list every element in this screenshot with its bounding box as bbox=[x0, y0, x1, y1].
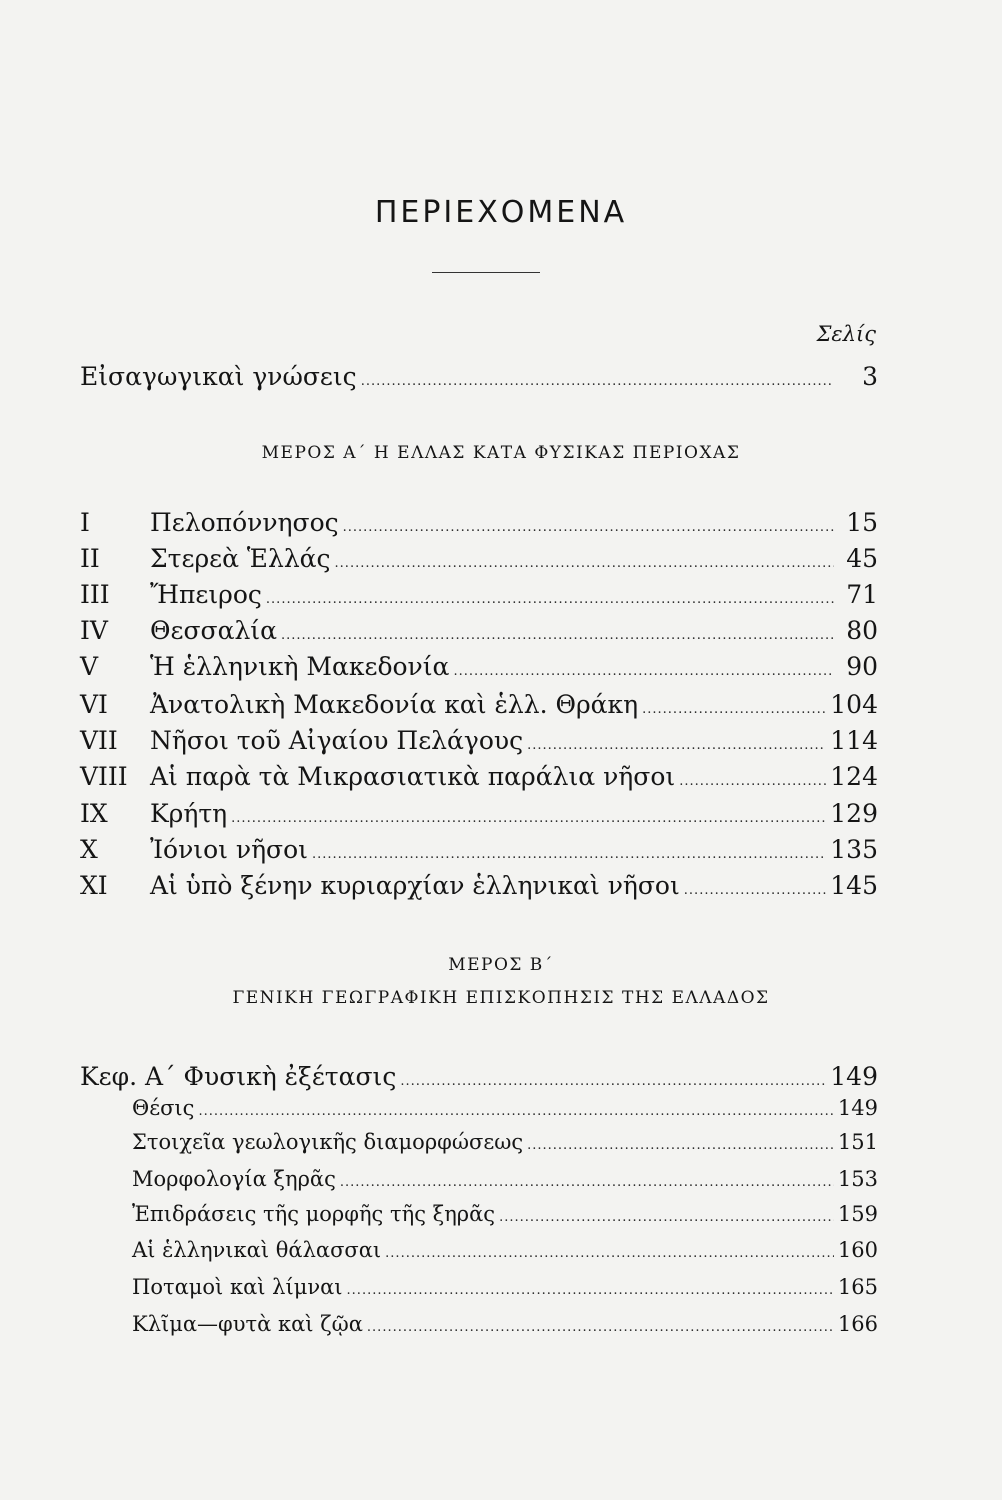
section-row bbox=[132, 1167, 878, 1191]
chapter-label: Ἀνατολικὴ Μακεδονία καὶ ἑλλ. Θράκη bbox=[150, 690, 639, 719]
chapter-label: Ἤπειρος bbox=[150, 580, 262, 609]
section-row bbox=[132, 1202, 878, 1226]
leader-dots bbox=[367, 1320, 834, 1335]
chapter-number: VI bbox=[80, 690, 108, 719]
leader-dots bbox=[527, 738, 826, 753]
chapter-number: X bbox=[80, 835, 98, 864]
chapter-page: 135 bbox=[830, 835, 878, 864]
chapter-row bbox=[80, 580, 878, 609]
chapter-number: VIII bbox=[80, 762, 128, 791]
leader-dots bbox=[361, 374, 834, 389]
part-b-subtitle: ΓΕΝΙΚΗ ΓΕΩΓΡΑΦΙΚΗ ΕΠΙΣΚΟΠΗΣΙΣ ΤΗΣ ΕΛΛΑΔΟΣ bbox=[232, 988, 770, 1008]
section-page: 149 bbox=[837, 1096, 878, 1120]
section-label: Ἐπιδράσεις τῆς μορφῆς τῆς ξηρᾶς bbox=[132, 1202, 496, 1226]
section-label: Κλῖμα—φυτὰ καὶ ζῷα bbox=[132, 1312, 363, 1336]
leader-dots bbox=[679, 774, 826, 789]
chapter-page: 90 bbox=[846, 652, 878, 681]
section-row bbox=[132, 1130, 878, 1154]
section-label: Αἱ ἑλληνικαὶ θάλασσαι bbox=[132, 1238, 382, 1262]
section-label: Ποταμοὶ καὶ λίμναι bbox=[132, 1275, 343, 1299]
chapter-number: IV bbox=[80, 616, 108, 645]
section-label: Μορφολογία ξηρᾶς bbox=[132, 1167, 336, 1191]
leader-dots bbox=[400, 1074, 826, 1089]
chapter-label: Κεφ. Α΄ Φυσικὴ ἐξέτασις bbox=[80, 1062, 397, 1091]
chapter-row bbox=[80, 690, 878, 719]
section-page: 165 bbox=[837, 1275, 878, 1299]
leader-dots bbox=[684, 883, 826, 898]
leader-dots bbox=[198, 1104, 833, 1119]
chapter-row bbox=[80, 799, 878, 828]
leader-dots bbox=[231, 811, 826, 826]
chapter-number: V bbox=[80, 652, 99, 681]
leader-dots bbox=[340, 1175, 834, 1190]
section-row bbox=[132, 1275, 878, 1299]
chapter-number: XI bbox=[80, 871, 108, 900]
chapter-row bbox=[80, 616, 878, 645]
chapter-page: 149 bbox=[830, 1062, 878, 1091]
chapter-row bbox=[80, 652, 878, 681]
leader-dots bbox=[453, 664, 834, 679]
chapter-page: 129 bbox=[830, 799, 878, 828]
chapter-page: 145 bbox=[830, 871, 878, 900]
section-label: Στοιχεῖα γεωλογικῆς διαμορφώσεως bbox=[132, 1130, 524, 1154]
leader-dots bbox=[642, 702, 826, 717]
chapter-row bbox=[80, 544, 878, 573]
chapter-page: 114 bbox=[830, 726, 878, 755]
chapter-page: 15 bbox=[846, 508, 878, 537]
leader-dots bbox=[343, 520, 834, 535]
part-b-title: ΜΕΡΟΣ Β΄ bbox=[448, 955, 554, 975]
chapter-label: Νῆσοι τοῦ Αἰγαίου Πελάγους bbox=[150, 726, 524, 755]
chapter-label: Ἡ ἑλληνικὴ Μακεδονία bbox=[150, 652, 450, 681]
chapter-page: 45 bbox=[846, 544, 878, 573]
section-label: Θέσις bbox=[132, 1096, 195, 1120]
leader-dots bbox=[281, 628, 834, 643]
chapter-page: 80 bbox=[846, 616, 878, 645]
page-column-label: Σελίς bbox=[816, 322, 876, 346]
chapter-row bbox=[80, 508, 878, 537]
part-b-chapter bbox=[80, 1062, 878, 1091]
section-page: 151 bbox=[837, 1130, 878, 1154]
chapter-number: II bbox=[80, 544, 100, 573]
chapter-label: Θεσσαλία bbox=[150, 616, 277, 645]
section-row bbox=[132, 1238, 878, 1262]
leader-dots bbox=[312, 847, 826, 862]
section-page: 160 bbox=[837, 1238, 878, 1262]
part-a-title: ΜΕΡΟΣ Α΄ Η ΕΛΛΑΣ ΚΑΤΑ ΦΥΣΙΚΑΣ ΠΕΡΙΟΧΑΣ bbox=[261, 443, 741, 463]
chapter-number: IX bbox=[80, 799, 108, 828]
toc-entry-label: Εἰσαγωγικαὶ γνώσεις bbox=[80, 362, 357, 391]
chapter-number: VII bbox=[80, 726, 118, 755]
toc-entry-page: 3 bbox=[862, 362, 878, 391]
page-title: ΠΕΡΙΕΧΟΜΕΝΑ bbox=[374, 195, 628, 230]
chapter-number: I bbox=[80, 508, 90, 537]
chapter-label: Αἱ παρὰ τὰ Μικρασιατικὰ παράλια νῆσοι bbox=[150, 762, 676, 791]
section-page: 159 bbox=[837, 1202, 878, 1226]
chapter-label: Στερεὰ Ἑλλάς bbox=[150, 544, 331, 573]
section-row bbox=[132, 1096, 878, 1120]
leader-dots bbox=[385, 1246, 834, 1261]
leader-dots bbox=[347, 1283, 834, 1298]
section-page: 166 bbox=[837, 1312, 878, 1336]
chapter-number: III bbox=[80, 580, 110, 609]
chapter-page: 124 bbox=[830, 762, 878, 791]
leader-dots bbox=[266, 592, 834, 607]
section-page: 153 bbox=[837, 1167, 878, 1191]
chapter-row bbox=[80, 835, 878, 864]
chapter-row bbox=[80, 762, 878, 791]
chapter-label: Ἰόνιοι νῆσοι bbox=[150, 835, 308, 864]
chapter-page: 104 bbox=[830, 690, 878, 719]
leader-dots bbox=[335, 556, 834, 571]
chapter-row bbox=[80, 871, 878, 900]
title-divider bbox=[432, 272, 540, 273]
chapter-label: Αἱ ὑπὸ ξένην κυριαρχίαν ἑλληνικαὶ νῆσοι bbox=[150, 871, 680, 900]
chapter-label: Κρήτη bbox=[150, 799, 228, 828]
leader-dots bbox=[527, 1138, 834, 1153]
chapter-label: Πελοπόννησος bbox=[150, 508, 339, 537]
leader-dots bbox=[499, 1210, 834, 1225]
chapter-page: 71 bbox=[846, 580, 878, 609]
section-row bbox=[132, 1312, 878, 1336]
chapter-row bbox=[80, 726, 878, 755]
toc-entry-intro bbox=[80, 362, 878, 391]
